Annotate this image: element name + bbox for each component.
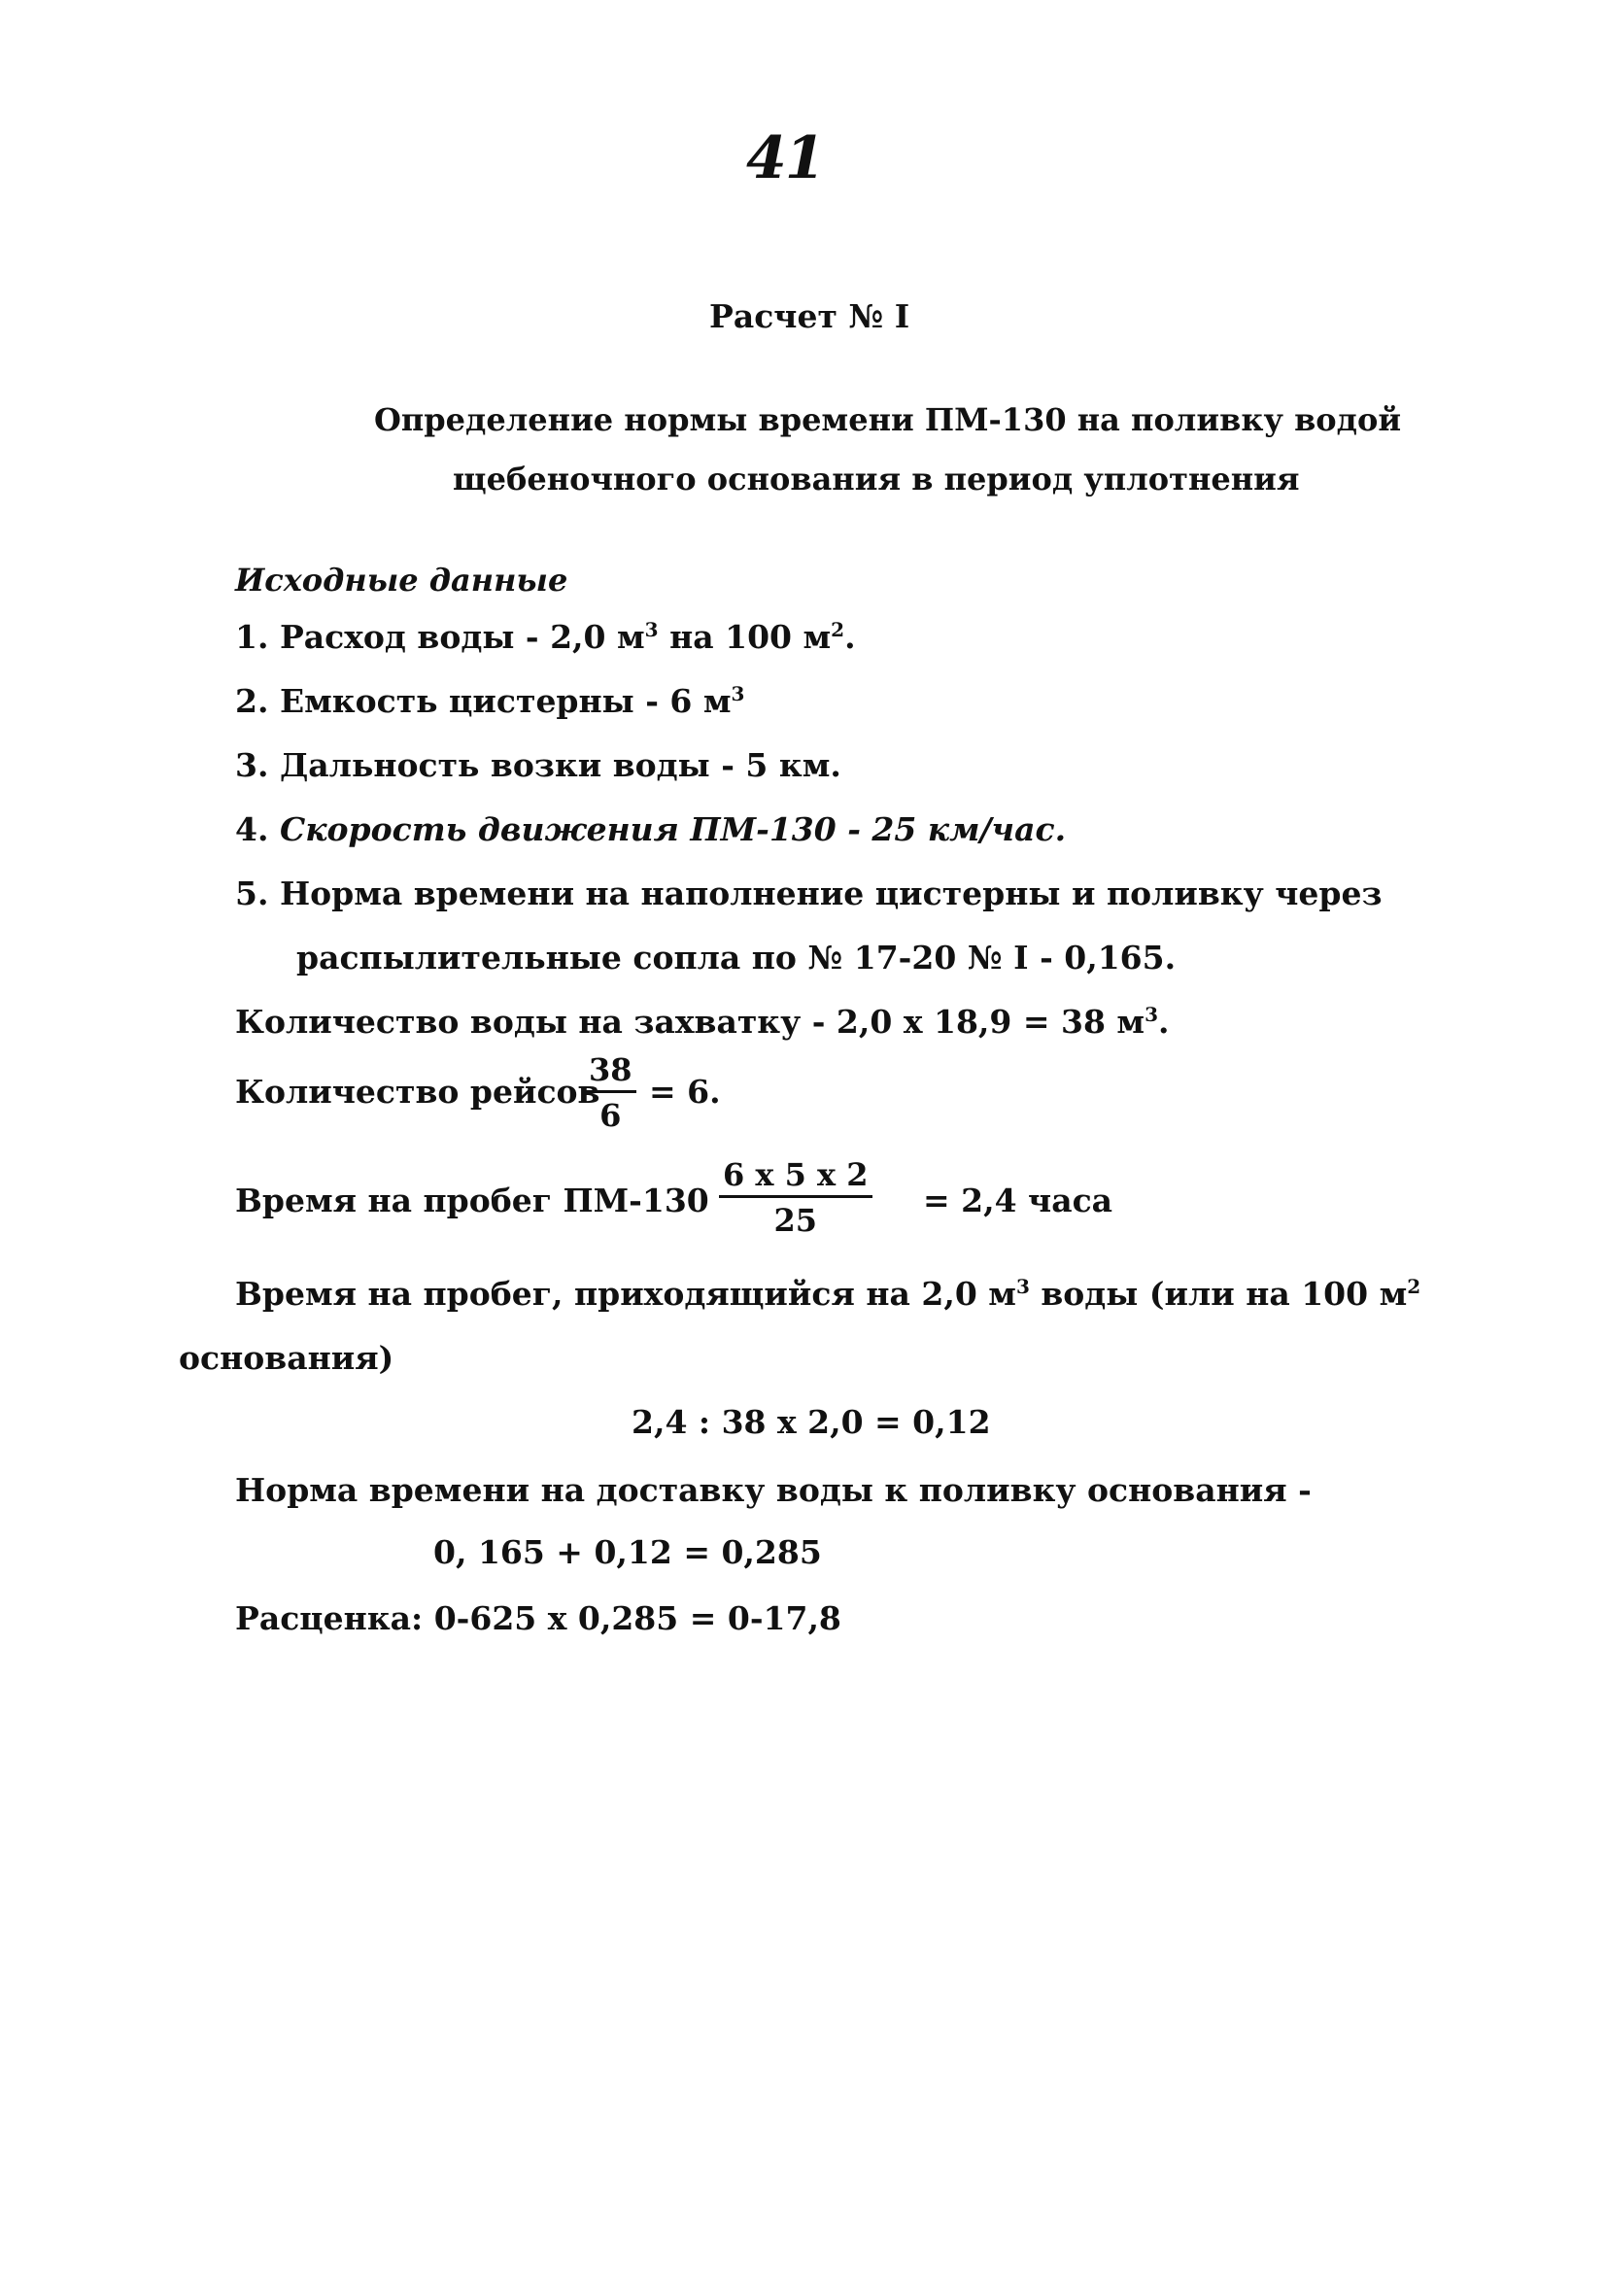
page-title: Расчет № I [709,297,910,335]
trips-label: Количество рейсов [235,1073,600,1111]
item-superscript: 2 [831,618,845,641]
item-number: 5. [235,874,269,912]
page-number: 41 [746,124,824,192]
run-per-water-superscript: 3 [1015,1275,1030,1298]
norm-label: Норма времени на доставку воды к поливку основания - [235,1471,1312,1509]
trips-fraction [585,1051,636,1134]
item-number: 2. [235,682,269,720]
source-data-heading: Исходные данные [235,562,568,599]
item-number: 3. [235,746,269,784]
subtitle-line-2: щебеночного основания в период уплотнения [453,461,1300,497]
run-per-water-line-2: основания) [179,1339,394,1377]
run-per-water-formula: 2,4 : 38 х 2,0 = 0,12 [632,1403,991,1441]
item-text: Дальность возки воды - 5 км. [279,746,841,784]
run-time-result: = 2,4 часа [923,1182,1113,1219]
item-superscript: 3 [644,618,659,641]
run-per-water-text: Время на пробег, приходящийся на 2,0 м [235,1275,1016,1313]
list-item [235,618,856,656]
item-text: . [844,618,856,656]
list-item [235,746,841,784]
run-per-water-superscript: 2 [1407,1275,1421,1298]
water-amount-end: . [1158,1003,1170,1041]
fraction-denominator: 6 [599,1097,622,1134]
water-amount-line [235,1003,1170,1041]
item-text: Норма времени на наполнение цистерны и поливку через [279,874,1383,912]
fraction-numerator: 6 х 5 х 2 [719,1156,872,1198]
run-per-water-line-1 [235,1275,1420,1313]
water-amount-text: Количество воды на захватку - 2,0 х 18,9 = 38 м [235,1003,1145,1041]
list-item [235,682,744,720]
run-time-fraction [719,1156,872,1239]
trips-result: = 6. [649,1073,721,1111]
item-text: на 100 м [658,618,832,656]
list-item [235,810,1066,848]
fraction-denominator: 25 [773,1202,818,1239]
fraction-numerator: 38 [585,1051,636,1093]
subtitle-line-1: Определение нормы времени ПМ-130 на поливку водой [374,401,1402,438]
list-item-continuation: распылительные сопла по № 17-20 № I - 0,165. [296,939,1177,977]
item-text: Расход воды - 2,0 м [279,618,645,656]
list-item [235,874,1383,912]
run-time-label: Время на пробег ПМ-130 [235,1182,709,1219]
item-number: 1. [235,618,269,656]
item-number: 4. [235,810,269,848]
item-text: Емкость цистерны - 6 м [279,682,732,720]
item-superscript: 3 [731,682,745,705]
water-amount-superscript: 3 [1145,1003,1158,1026]
norm-formula: 0, 165 + 0,12 = 0,285 [433,1533,822,1571]
run-per-water-text: воды (или на 100 м [1029,1275,1408,1313]
item-text: Скорость движения ПМ-130 - 25 км/час. [279,810,1067,848]
rate-line: Расценка: 0-625 х 0,285 = 0-17,8 [235,1599,841,1637]
